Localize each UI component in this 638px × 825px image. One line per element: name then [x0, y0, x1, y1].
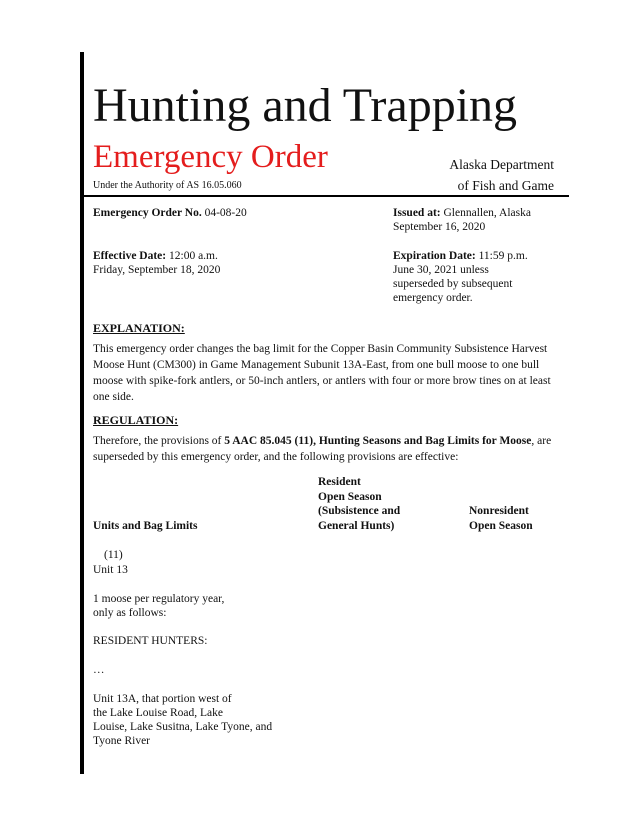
unit-number: (11): [104, 549, 123, 561]
column-units-bag-limits: Units and Bag Limits: [93, 520, 198, 532]
hunt-area-description: Unit 13A, that portion west of the Lake Louise Road, Lake Louise, Lake Susitna, Lake Tyone, and Tyone River: [93, 693, 273, 747]
issued-at-value: Glennallen, Alaska: [443, 207, 531, 219]
column-resident-season: Resident Open Season (Subsistence and General Hunts): [318, 476, 401, 532]
order-number: [93, 206, 247, 220]
explanation-heading: EXPLANATION:: [93, 321, 185, 335]
issued-date: September 16, 2020: [393, 221, 486, 233]
expiration-time: 11:59 p.m.: [478, 250, 528, 262]
order-number-value: 04-08-20: [204, 207, 247, 219]
column-nonresident-season: Nonresident Open Season: [469, 505, 533, 532]
resident-hunters-label: RESIDENT HUNTERS:: [93, 635, 208, 647]
effective-time: 12:00 a.m.: [169, 250, 218, 262]
department-line-2: of Fish and Game: [457, 178, 554, 193]
regulation-body-pre: Therefore, the provisions of: [93, 435, 225, 447]
authority-statement: Under the Authority of AS 16.05.060: [93, 180, 242, 191]
explanation-body: This emergency order changes the bag limit for the Copper Basin Community Subsistence Harvest Moose Hunt (CM300) in Game Management Subunit 13A-East, from one bull moose to one bull moose with spike-fork antlers, or 50-inch antlers, or antlers with four or more brow tines on at least one side.: [93, 343, 551, 403]
department-name: [400, 154, 554, 196]
expiration-date-label: Expiration Date:: [393, 250, 476, 262]
ellipsis: …: [93, 664, 105, 676]
order-number-label: Emergency Order No.: [93, 207, 202, 219]
expiration-conditions: June 30, 2021 unless superseded by subsequent emergency order.: [393, 264, 513, 304]
left-vertical-rule: [80, 52, 84, 774]
department-line-1: Alaska Department: [449, 157, 554, 172]
issued-at: [393, 206, 531, 220]
unit-name: Unit 13: [93, 564, 128, 576]
regulation-body: [93, 433, 558, 465]
effective-day: Friday, September 18, 2020: [93, 264, 221, 276]
regulation-citation: 5 AAC 85.045 (11), Hunting Seasons and Bag Limits for Moose: [224, 435, 532, 447]
effective-date: [93, 249, 218, 263]
effective-date-label: Effective Date:: [93, 250, 167, 262]
page-title: Hunting and Trapping: [93, 79, 518, 132]
bag-limit: 1 moose per regulatory year, only as follows:: [93, 593, 225, 619]
emergency-order-subtitle: Emergency Order: [93, 139, 328, 175]
issued-at-label: Issued at:: [393, 207, 441, 219]
regulation-heading: REGULATION:: [93, 413, 179, 427]
expiration-date: [393, 249, 528, 263]
regulation-body-post: , are superseded by this emergency order, and the following provisions are effective:: [93, 435, 552, 463]
